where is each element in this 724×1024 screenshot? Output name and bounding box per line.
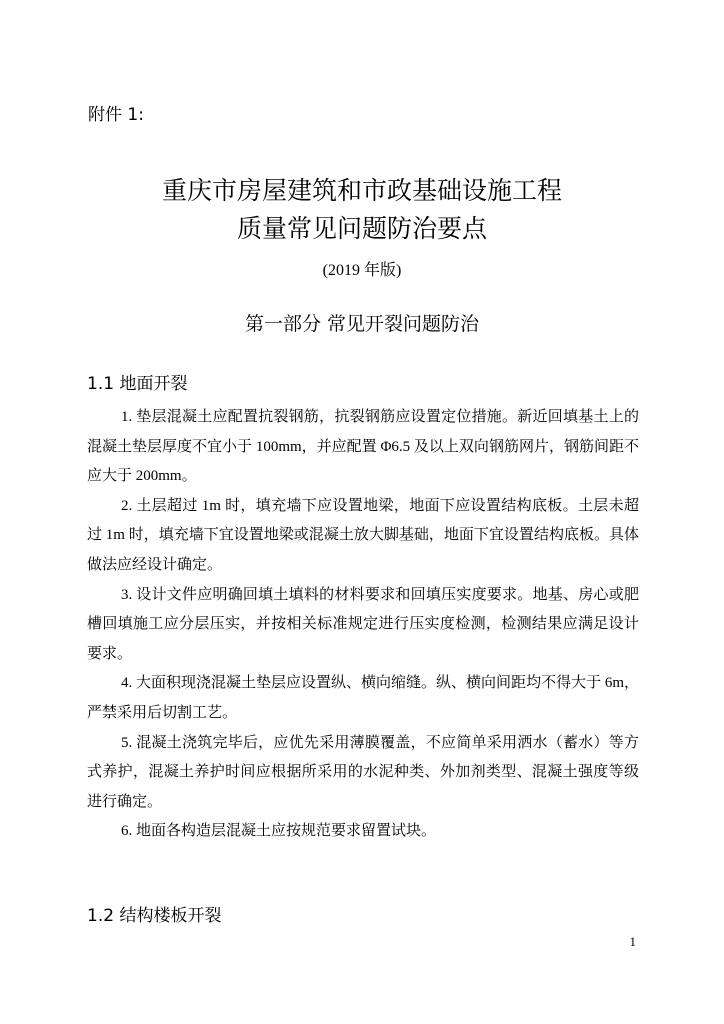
- paragraph: 1. 垫层混凝土应配置抗裂钢筋，抗裂钢筋应设置定位措施。新近回填基土上的混凝土垫层厚度不宜小于 100mm，并应配置 Φ6.5 及以上双向钢筋网片，钢筋间距不应大于 200mm。: [87, 409, 639, 485]
- section-1-1-body: [87, 403, 639, 847]
- page-number: 1: [629, 934, 636, 949]
- document-title-line-2: 质量常见问题防治要点: [236, 214, 487, 243]
- attachment-label: 附件 1:: [88, 105, 144, 125]
- paragraph: 6. 地面各构造层混凝土应按规范要求留置试块。: [121, 823, 437, 840]
- section-heading-1-2: 1.2 结构楼板开裂: [87, 906, 222, 926]
- paragraph: 2. 土层超过 1m 时，填充墙下应设置地梁，地面下应设置结构底板。土层未超过 1m 时，填充墙下宜设置地梁或混凝土放大脚基础，地面下宜设置结构底板。具体做法应经设计确定。: [87, 497, 639, 573]
- edition-label: (2019 年版): [322, 262, 402, 279]
- paragraph: 4. 大面积现浇混凝土垫层应设置纵、横向缩缝。纵、横向间距均不得大于 6m，严禁采用后切割工艺。: [87, 675, 639, 721]
- document-title-line-1: 重庆市房屋建筑和市政基础设施工程: [161, 176, 562, 205]
- paragraph: 3. 设计文件应明确回填土填料的材料要求和回填压实度要求。地基、房心或肥槽回填施工应分层压实，并按相关标准规定进行压实度检测，检测结果应满足设计要求。: [87, 586, 639, 662]
- paragraph: 5. 混凝土浇筑完毕后，应优先采用薄膜覆盖，不应简单采用洒水（蓄水）等方式养护，混凝土养护时间应根据所采用的水泥种类、外加剂类型、混凝土强度等级进行确定。: [87, 734, 639, 810]
- part-heading: 第一部分 常见开裂问题防治: [244, 313, 480, 335]
- section-heading-1-1: 1.1 地面开裂: [87, 374, 188, 394]
